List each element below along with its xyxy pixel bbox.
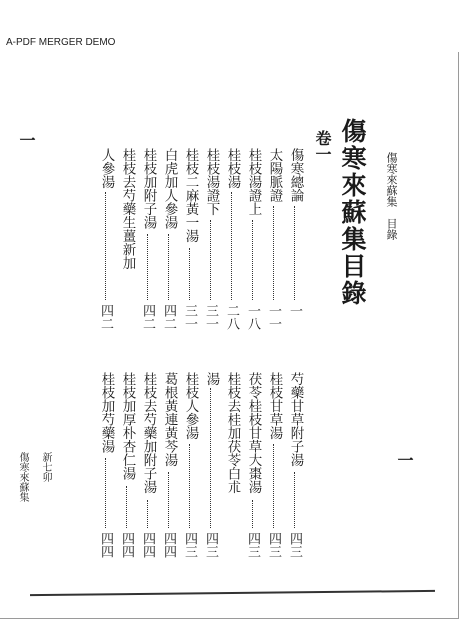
toc-entry-label: 傷寒總論 <box>287 148 304 202</box>
toc-entry-label: 桂枝湯 <box>224 148 241 189</box>
dot-leader <box>105 192 106 300</box>
toc-page-number: 四三 <box>203 532 218 558</box>
footer-book-name: 傷寒來蘇集 <box>17 452 28 502</box>
toc-entry-label: 桂枝加附子湯 <box>140 148 157 229</box>
toc-page-number: 一八 <box>245 304 260 330</box>
toc-entry <box>120 148 134 270</box>
toc-page-number: 二八 <box>224 304 239 330</box>
toc-entry-label: 桂枝去芍藥加附子湯 <box>140 372 157 494</box>
dot-leader <box>231 192 232 300</box>
toc-page-number: 三一 <box>203 304 218 330</box>
toc-entry-label: 桂枝湯證下 <box>203 148 220 216</box>
toc-entry <box>120 372 134 480</box>
bottom-rule <box>30 590 435 596</box>
dot-leader <box>273 206 274 300</box>
toc-page-number: 四四 <box>140 532 155 558</box>
toc-entry <box>246 372 260 494</box>
toc-entry <box>183 372 197 440</box>
watermark-label: A-PDF MERGER DEMO <box>6 37 116 48</box>
toc-entry <box>225 372 239 494</box>
dot-leader <box>252 500 253 528</box>
book-subtitle: 傷寒來蘇集 目錄 <box>385 152 398 240</box>
toc-entry <box>267 148 281 202</box>
dot-leader <box>147 500 148 528</box>
toc-entry-label: 茯苓桂枝甘草大棗湯 <box>245 372 262 494</box>
toc-page-number: 四四 <box>161 532 176 558</box>
toc-page-number: 四二 <box>161 304 176 330</box>
scanned-page <box>0 52 459 619</box>
toc-page-number: 四三 <box>266 532 281 558</box>
dot-leader <box>273 444 274 528</box>
dot-leader <box>294 206 295 300</box>
toc-entry <box>99 148 113 189</box>
toc-entry-label: 白虎加人參湯 <box>161 148 178 229</box>
dot-leader <box>168 472 169 528</box>
toc-entry <box>204 372 218 386</box>
toc-entry <box>99 372 113 453</box>
toc-page-number: 四三 <box>245 532 260 558</box>
toc-entry-label: 桂枝二麻黃一湯 <box>182 148 199 243</box>
dot-leader <box>147 234 148 300</box>
toc-entry <box>183 148 197 243</box>
toc-entry <box>162 148 176 229</box>
toc-page-number: 三一 <box>182 304 197 330</box>
toc-page-number: 四三 <box>182 532 197 558</box>
dot-leader <box>189 248 190 300</box>
toc-entry-label: 太陽脈證 <box>266 148 283 202</box>
toc-entry-label: 桂枝湯證上 <box>245 148 262 216</box>
toc-page-number: 一一 <box>266 304 281 330</box>
toc-entry <box>225 148 239 189</box>
toc-entry <box>141 372 155 494</box>
toc-page-number: 一 <box>287 304 302 317</box>
toc-page-number: 四四 <box>119 532 134 558</box>
toc-entry <box>246 148 260 216</box>
toc-page-number: 四三 <box>287 532 302 558</box>
toc-entry-label: 桂枝人參湯 <box>182 372 199 440</box>
dot-leader <box>252 220 253 300</box>
toc-entry <box>162 372 176 467</box>
dot-leader <box>105 458 106 528</box>
dot-leader <box>189 444 190 528</box>
toc-entry <box>204 148 218 216</box>
toc-entry <box>288 372 302 467</box>
dot-leader <box>168 234 169 300</box>
toc-page-number: 四二 <box>98 304 113 330</box>
toc-entry-label: 湯 <box>203 372 220 386</box>
volume-heading: 卷一 <box>313 130 332 162</box>
toc-entry-label: 桂枝甘草湯 <box>266 372 283 440</box>
toc-page-number: 四二 <box>140 304 155 330</box>
dot-leader <box>126 486 127 528</box>
dot-leader <box>210 220 211 300</box>
toc-entry-label: 桂枝加芍藥湯 <box>98 372 115 453</box>
dot-leader <box>210 388 211 528</box>
margin-mark-left: 一 <box>17 132 36 148</box>
toc-entry <box>267 372 281 440</box>
book-title: 傷寒來蘇集目錄 <box>338 118 367 307</box>
toc-entry-label: 葛根黃連黃芩湯 <box>161 372 178 467</box>
toc-page-number: 四四 <box>98 532 113 558</box>
toc-entry-label: 桂枝去芍藥生薑新加 <box>119 148 136 270</box>
toc-entry-label: 芍藥甘草附子湯 <box>287 372 304 467</box>
footer-code: 新七卯 <box>40 452 51 482</box>
toc-entry <box>288 148 302 202</box>
dot-leader <box>294 472 295 528</box>
toc-entry-label: 桂枝去桂加茯苓白朮 <box>224 372 241 494</box>
margin-mark-right: 一 <box>395 452 414 468</box>
toc-entry-label: 人參湯 <box>98 148 115 189</box>
toc-entry-label: 桂枝加厚朴杏仁湯 <box>119 372 136 480</box>
toc-entry <box>141 148 155 229</box>
